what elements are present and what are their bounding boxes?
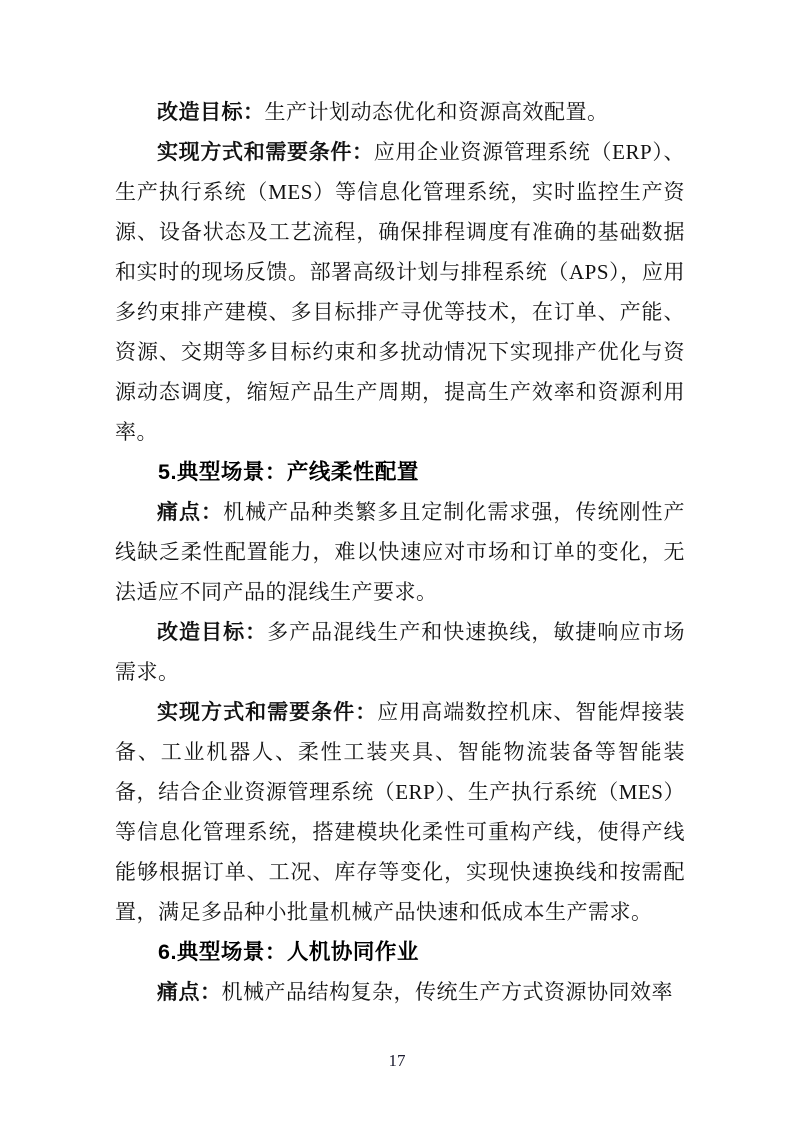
paragraph-text: 生产计划动态优化和资源高效配置。 [264, 100, 609, 124]
page-footer [0, 1051, 794, 1071]
page-number: 17 [388, 1051, 406, 1070]
paragraph [115, 972, 685, 1012]
section-heading: 5.典型场景：产线柔性配置 [158, 460, 419, 484]
paragraph-text: 应用高端数控机床、智能焊接装备、工业机器人、柔性工装夹具、智能物流装备等智能装备，结合企业资源管理系统（ERP）、生产执行系统（MES）等信息化管理系统，搭建模块化柔性可重构产线，使得产线能够根据订单、工况、库存等变化，实现快速换线和按需配置，满足多品种小批量机械产品快速和低成本生产需求。 [115, 700, 686, 924]
paragraph-text: 机械产品结构复杂，传统生产方式资源协同效率 [221, 980, 673, 1004]
paragraph-label: 实现方式和需要条件： [157, 700, 378, 724]
document-content [115, 92, 685, 1012]
paragraph-label: 实现方式和需要条件： [157, 140, 374, 164]
paragraph-text: 应用企业资源管理系统（ERP）、生产执行系统（MES）等信息化管理系统，实时监控生产资源、设备状态及工艺流程，确保排程调度有准确的基础数据和实时的现场反馈。部署高级计划与排程系统（APS），应用多约束排产建模、多目标排产寻优等技术，在订单、产能、资源、交期等多目标约束和多扰动情况下实现排产优化与资源动态调度，缩短产品生产周期，提高生产效率和资源利用率。 [115, 140, 685, 444]
paragraph [115, 92, 685, 132]
paragraph [115, 692, 685, 932]
paragraph-text: 机械产品种类繁多且定制化需求强，传统刚性产线缺乏柔性配置能力，难以快速应对市场和订单的变化，无法适应不同产品的混线生产要求。 [115, 500, 686, 604]
section-heading: 6.典型场景：人机协同作业 [158, 940, 419, 964]
paragraph-label: 痛点： [157, 500, 224, 524]
paragraph-label: 痛点： [157, 980, 222, 1004]
paragraph [115, 492, 685, 612]
paragraph [115, 132, 685, 452]
paragraph-label: 改造目标： [157, 100, 265, 124]
paragraph [115, 612, 685, 692]
paragraph-label: 改造目标： [157, 620, 268, 644]
paragraph-text: 多产品混线生产和快速换线，敏捷响应市场需求。 [115, 620, 685, 684]
